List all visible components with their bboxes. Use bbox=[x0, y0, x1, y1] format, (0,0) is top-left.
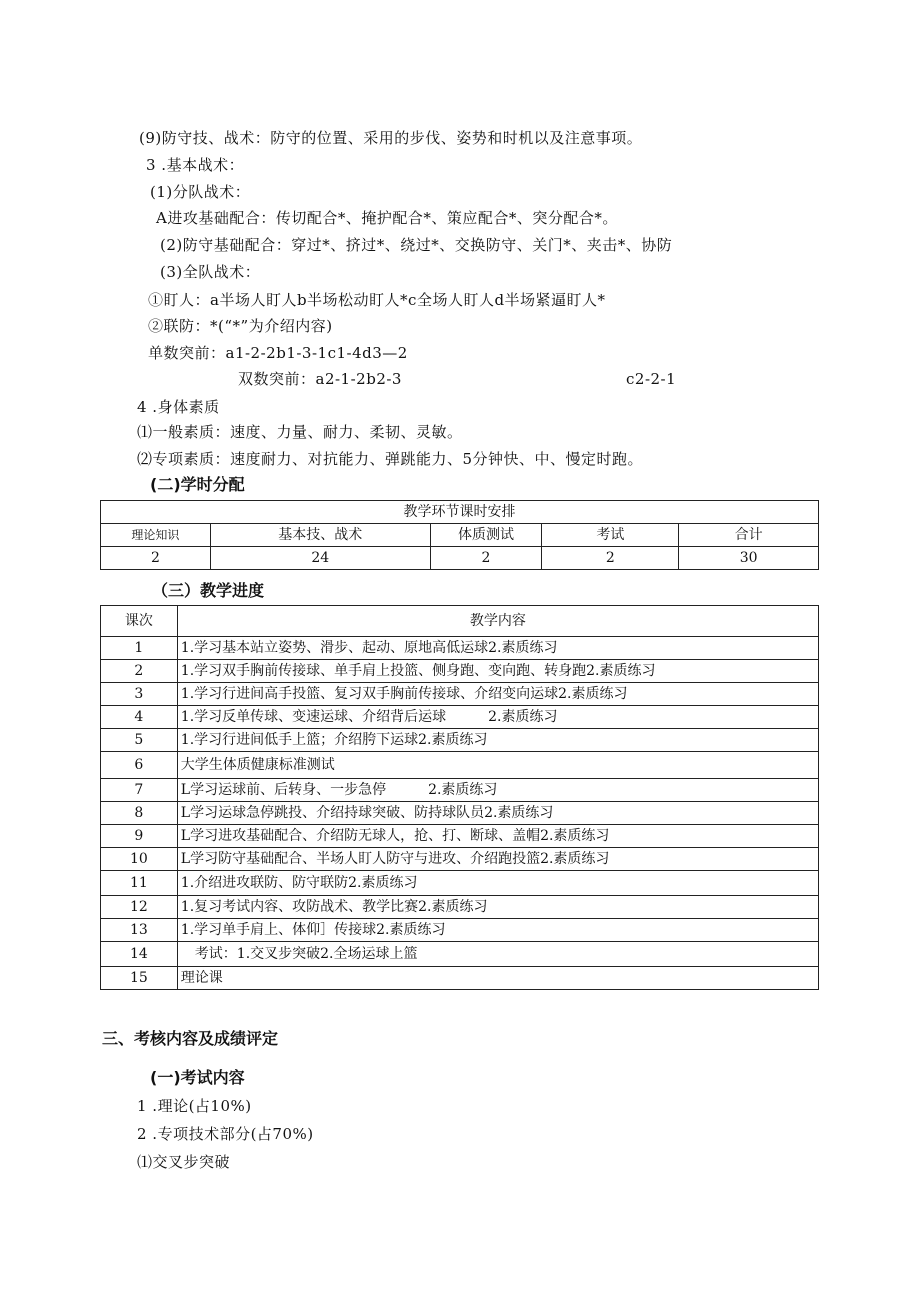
session-number: 14 bbox=[101, 942, 178, 967]
hours-header-fitness-test: 体质测试 bbox=[430, 524, 542, 547]
heading-hours: (二)学时分配 bbox=[150, 475, 245, 494]
text-line-defense: (9)防守技、战术：防守的位置、采用的步伐、姿势和时机以及注意事项。 bbox=[139, 129, 643, 147]
heading-progress: （三）教学进度 bbox=[152, 581, 265, 600]
session-content: L学习运球前、后转身、一步急停 2.素质练习 bbox=[177, 779, 818, 802]
session-content: 1.学习单手肩上、体仰］传接球2.素质练习 bbox=[177, 919, 818, 942]
heading-exam-content: (一)考试内容 bbox=[150, 1068, 245, 1087]
text-line-special-fitness: ⑵专项素质：速度耐力、对抗能力、弹跳能力、5分钟快、中、慢定时跑。 bbox=[137, 450, 644, 468]
table-row bbox=[101, 660, 819, 683]
session-content: 1.学习行进间高手投篮、复习双手胸前传接球、介绍变向运球2.素质练习 bbox=[177, 683, 818, 706]
hours-value-theory: 2 bbox=[101, 547, 211, 570]
text-line-man-to-man: ①盯人：a半场人盯人b半场松动盯人*c全场人盯人d半场紧逼盯人* bbox=[148, 291, 606, 309]
session-content: 1.学习双手胸前传接球、单手肩上投篮、侧身跑、变向跑、转身跑2.素质练习 bbox=[177, 660, 818, 683]
table-row bbox=[101, 848, 819, 871]
table-row bbox=[101, 752, 819, 779]
text-line-zone: ②联防：*(“*”为介绍内容) bbox=[148, 317, 333, 335]
session-number: 11 bbox=[101, 871, 178, 896]
session-content: 大学生体质健康标准测试 bbox=[177, 752, 818, 779]
table-row bbox=[101, 871, 819, 896]
hours-value-total: 30 bbox=[679, 547, 819, 570]
text-line-even-front-c: c2-2-1 bbox=[626, 370, 677, 388]
session-number: 7 bbox=[101, 779, 178, 802]
text-line-offense: A进攻基础配合：传切配合*、掩护配合*、策应配合*、突分配合*。 bbox=[156, 209, 618, 227]
session-content: 1.介绍进攻联防、防守联防2.素质练习 bbox=[177, 871, 818, 896]
section-assessment-title: 三、考核内容及成绩评定 bbox=[102, 1029, 279, 1048]
hours-value-fitness-test: 2 bbox=[430, 547, 542, 570]
hours-value-skills: 24 bbox=[210, 547, 430, 570]
session-content: 1.学习反单传球、变速运球、介绍背后运球 2.素质练习 bbox=[177, 706, 818, 729]
session-content: L学习进攻基础配合、介绍防无球人，抢、打、断球、盖帽2.素质练习 bbox=[177, 825, 818, 848]
table-row bbox=[101, 942, 819, 967]
session-number: 10 bbox=[101, 848, 178, 871]
exam-line-skills: 2 .专项技术部分(占70%) bbox=[137, 1125, 314, 1143]
text-line-general-fitness: ⑴一般素质：速度、力量、耐力、柔韧、灵敏。 bbox=[137, 423, 463, 441]
table-row bbox=[101, 683, 819, 706]
session-content: 1.学习基本站立姿势、滑步、起动、原地高低运球2.素质练习 bbox=[177, 637, 818, 660]
session-content: L学习运球急停跳投、介绍持球突破、防持球队员2.素质练习 bbox=[177, 802, 818, 825]
table-row bbox=[101, 919, 819, 942]
session-number: 12 bbox=[101, 896, 178, 919]
session-content: 1.学习行进间低手上篮；介绍胯下运球2.素质练习 bbox=[177, 729, 818, 752]
text-line-defense-coop: (2)防守基础配合：穿过*、挤过*、绕过*、交换防守、关门*、夹击*、协防 bbox=[160, 236, 673, 254]
text-line-fitness: 4 .身体素质 bbox=[137, 398, 220, 416]
session-number: 13 bbox=[101, 919, 178, 942]
session-number: 5 bbox=[101, 729, 178, 752]
session-number: 15 bbox=[101, 967, 178, 990]
exam-line-crossover: ⑴交叉步突破 bbox=[137, 1153, 231, 1171]
hours-header-theory: 理论知识 bbox=[101, 524, 211, 547]
table-row bbox=[101, 637, 819, 660]
session-number: 9 bbox=[101, 825, 178, 848]
progress-header-content: 教学内容 bbox=[177, 606, 818, 637]
session-number: 4 bbox=[101, 706, 178, 729]
session-content: 理论课 bbox=[177, 967, 818, 990]
hours-header-skills: 基本技、战术 bbox=[210, 524, 430, 547]
session-content: 1.复习考试内容、攻防战术、教学比赛2.素质练习 bbox=[177, 896, 818, 919]
table-row bbox=[101, 779, 819, 802]
hours-header-exam: 考试 bbox=[542, 524, 679, 547]
session-number: 3 bbox=[101, 683, 178, 706]
text-line-odd-front: 单数突前：a1-2-2b1-3-1c1-4d3—2 bbox=[148, 344, 408, 362]
hours-header-total: 合计 bbox=[679, 524, 819, 547]
hours-value-exam: 2 bbox=[542, 547, 679, 570]
progress-header-session: 课次 bbox=[101, 606, 178, 637]
table-row bbox=[101, 729, 819, 752]
session-number: 6 bbox=[101, 752, 178, 779]
session-number: 8 bbox=[101, 802, 178, 825]
progress-table bbox=[100, 605, 819, 990]
text-line-even-front: 双数突前：a2-1-2b2-3 bbox=[238, 370, 402, 388]
session-number: 2 bbox=[101, 660, 178, 683]
text-line-team-split: (1)分队战术： bbox=[150, 183, 251, 201]
hours-table-title: 教学环节课时安排 bbox=[101, 501, 819, 524]
session-number: 1 bbox=[101, 637, 178, 660]
session-content: 考试：1.交叉步突破2.全场运球上篮 bbox=[177, 942, 818, 967]
text-line-full-team: (3)全队战术： bbox=[160, 263, 261, 281]
hours-table bbox=[100, 500, 819, 570]
table-row bbox=[101, 896, 819, 919]
session-content: L学习防守基础配合、半场人盯人防守与进攻、介绍跑投篮2.素质练习 bbox=[177, 848, 818, 871]
table-row bbox=[101, 706, 819, 729]
table-row bbox=[101, 802, 819, 825]
table-row bbox=[101, 967, 819, 990]
exam-line-theory: 1 .理论(占10%) bbox=[137, 1097, 252, 1115]
table-row bbox=[101, 825, 819, 848]
text-line-basic-tactics: 3 .基本战术： bbox=[146, 156, 245, 174]
